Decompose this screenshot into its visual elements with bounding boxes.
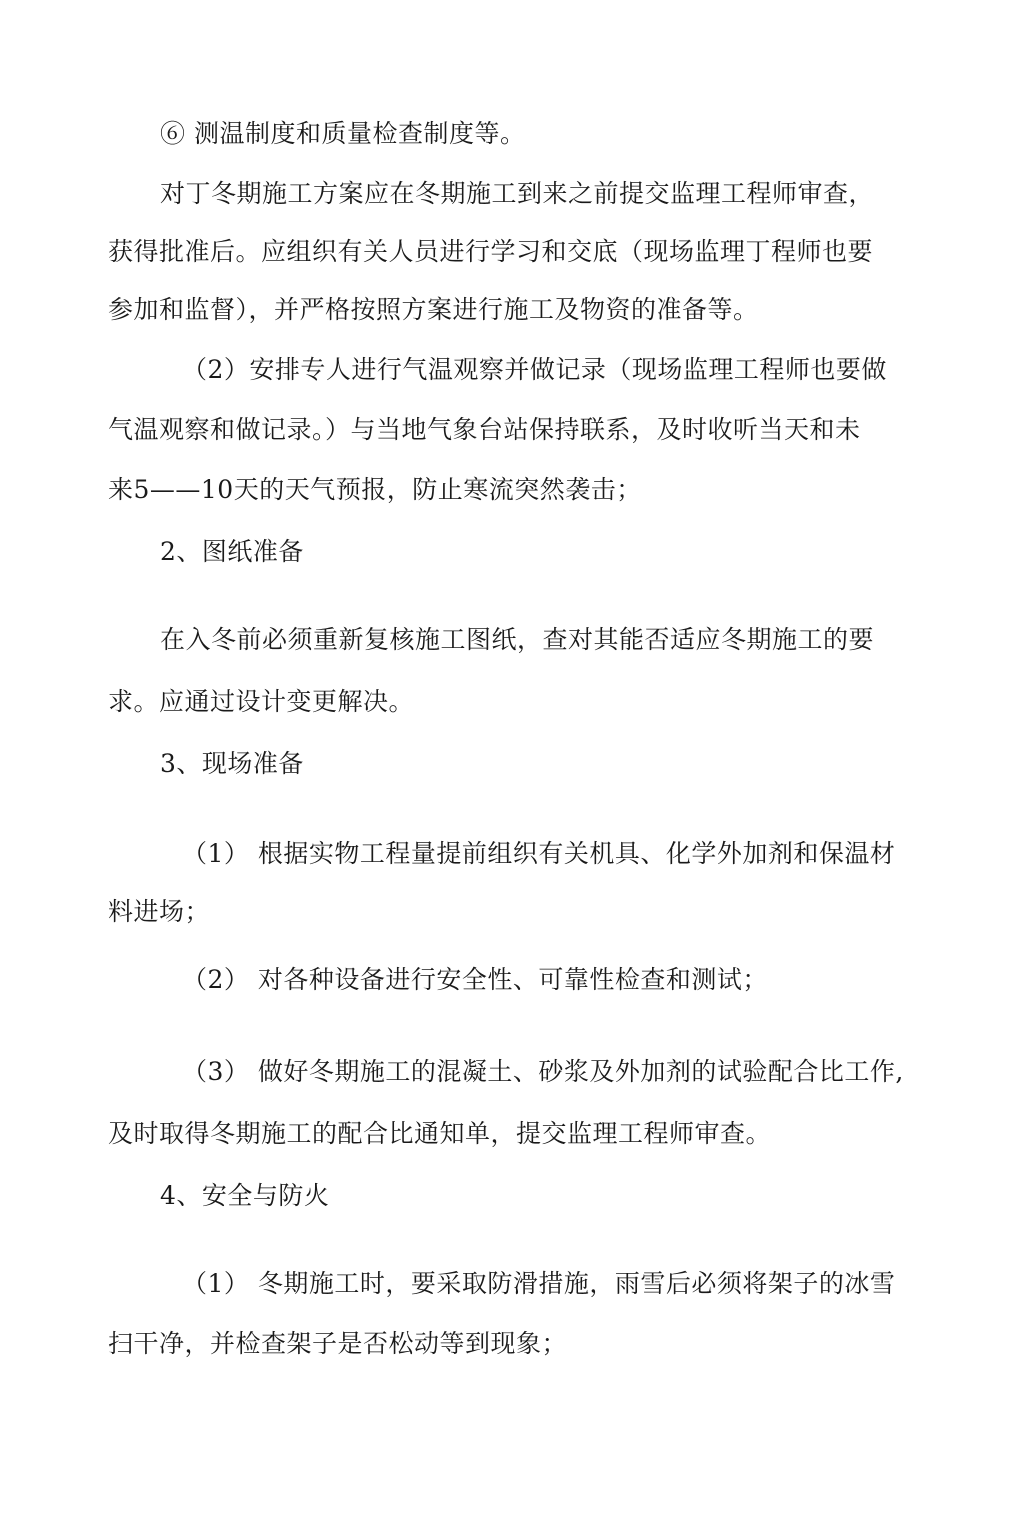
paragraph-line: （2）安排专人进行气温观察并做记录（现场监理工程师也要做 <box>182 355 887 384</box>
paragraph-line: 及时取得冬期施工的配合比通知单，提交监理工程师审查。 <box>108 1119 772 1148</box>
paragraph-line: 参加和监督），并严格按照方案进行施工及物资的准备等。 <box>108 295 759 324</box>
paragraph-line: 求。应通过设计变更解决。 <box>108 687 415 716</box>
paragraph-line: 来5——10天的天气预报，防止寒流突然袭击； <box>108 475 642 504</box>
paragraph-line: 气温观察和做记录。）与当地气象台站保持联系，及时收听当天和未 <box>108 415 861 444</box>
section-heading-drawings: 2、图纸准备 <box>160 537 304 566</box>
list-item-measure-temperature: ⑥ 测温制度和质量检查制度等。 <box>160 119 526 148</box>
section-heading-safety: 4、安全与防火 <box>160 1181 330 1210</box>
paragraph-line: 扫干净，并检查架子是否松动等到现象； <box>108 1329 568 1358</box>
paragraph-line: （1） 根据实物工程量提前组织有关机具、化学外加剂和保温材 <box>182 839 896 868</box>
section-heading-site: 3、现场准备 <box>160 749 304 778</box>
paragraph-line: 对丁冬期施工方案应在冬期施工到来之前提交监理工程师审查， <box>160 179 875 208</box>
paragraph-line: （1） 冬期施工时，要采取防滑措施，雨雪后必须将架子的冰雪 <box>182 1269 896 1298</box>
paragraph-line: （2） 对各种设备进行安全性、可靠性检查和测试； <box>182 965 768 994</box>
paragraph-line: 获得批准后。应组织有关人员进行学习和交底（现场监理丁程师也要 <box>108 237 874 266</box>
paragraph-line: （3） 做好冬期施工的混凝土、砂浆及外加剂的试验配合比工作, <box>182 1057 904 1086</box>
paragraph-line: 料进场； <box>108 897 211 926</box>
paragraph-line: 在入冬前必须重新复核施工图纸，查对其能否适应冬期施工的要 <box>160 625 875 654</box>
